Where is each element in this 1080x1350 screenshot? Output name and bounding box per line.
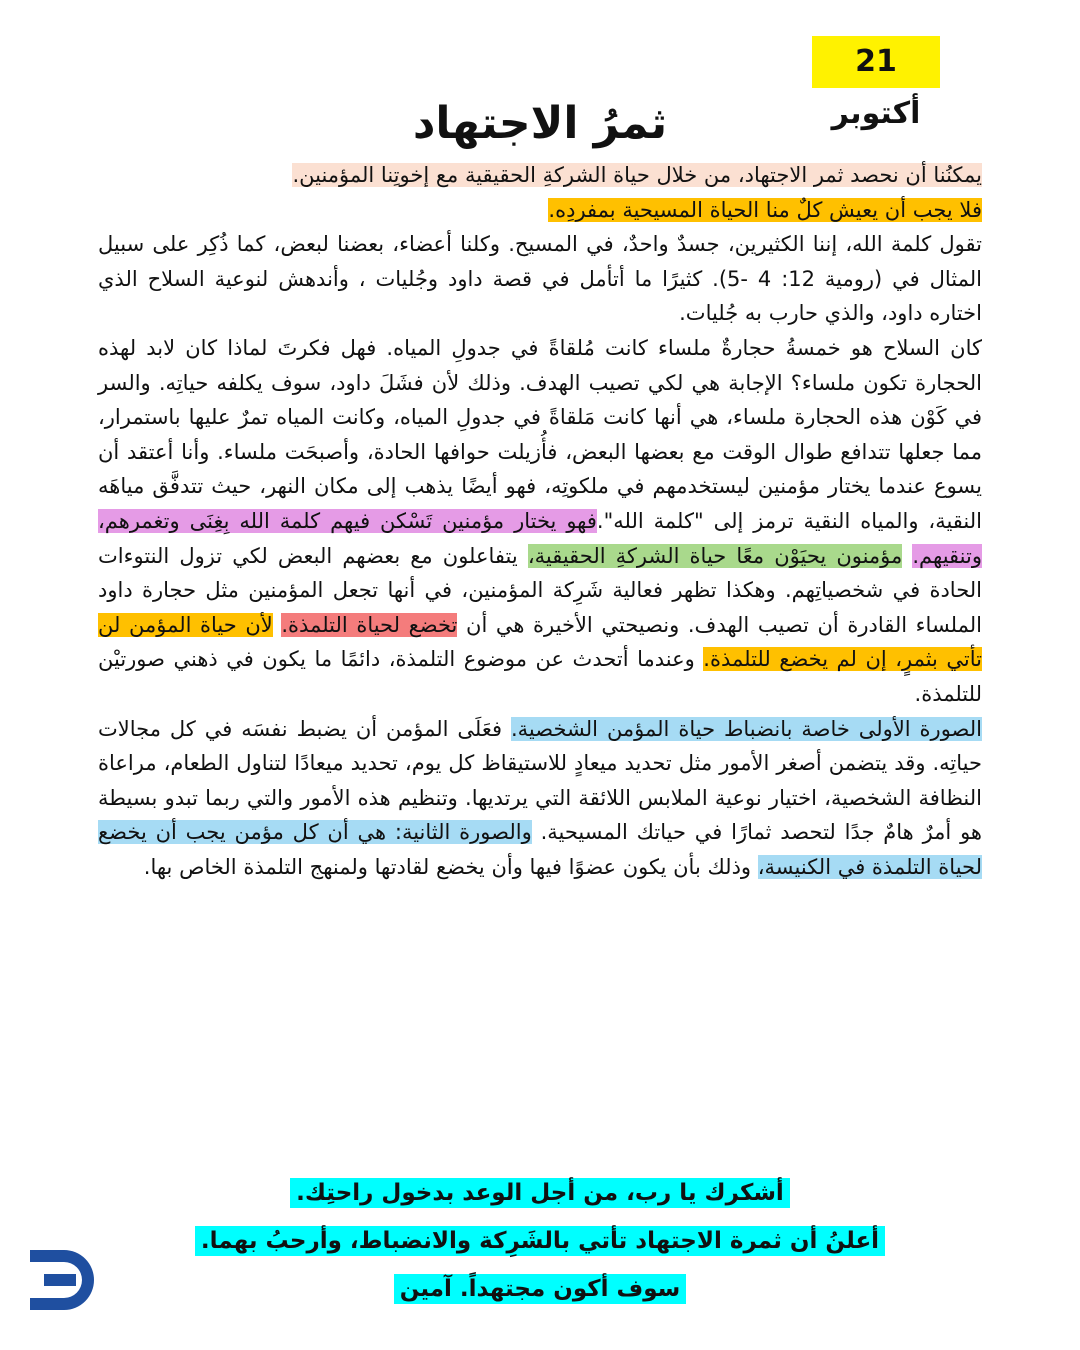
text-run: وذلك بأن يكون عضوًا فيها وأن يخضع لقادتها ولمنهج التلمذة الخاص بها. <box>143 854 752 879</box>
paragraph-david-stones <box>98 331 982 712</box>
text-run: كان السلاح هو خمسةُ حجارةٌ ملساء كانت مُلقاةً في جدولِ المياه. فهل فكرتَ لماذا كان لابد لهذه الحجارة تكون ملساء؟ الإجابة هي لكي تصيب الهدف. وذلك لأن فشَلَ داود، سوف يكلفه حياتِه. والسر في كَوْن هذه الحجارة ملساء، هي أنها كانت مَلقاةً في جدولِ المياه، وكانت المياه تمرٌ عليها باستمرار، مما جعلها تتدافع طوال الوقت مع بعضها البعض، فأُزيلت حوافها الحادة، وأصبحَت ملساء. وأنا أعتقد أن يسوع عندما يختار مؤمنين ليستخدمهم في ملكوتِه، فهو أيضًا يذهب إلى مكان النهر، حيث تتدفَّق مياهَه النقية، والمياه النقية ترمز إلى "كلمة الله". <box>98 335 982 533</box>
paragraph-intro <box>98 158 982 193</box>
highlight-orange: فلا يجب أن يعيش كلٌ منا الحياة المسيحية بمفردِه. <box>548 197 982 222</box>
prayer-line-3 <box>0 1276 1080 1302</box>
paragraph-discipleship <box>98 712 982 885</box>
text-run: يتفاعلون مع بعضهم البعض لكي تزول النتوءات الحادة في شخصياتِهم. وهكذا تظهر فعالية شَرِكة المؤمنين، في أنها تجعل المؤمنين مثل حجارة داود الملساء القادرة أن تصيب الهدف. ونصيحتي الأخيرة هي أن <box>98 543 982 637</box>
highlight-green: مؤمنون يحيَوْن معًا حياة الشركةِ الحقيقية، <box>527 543 903 568</box>
paragraph-body-of-christ: تقول كلمة الله، إننا الكثيرين، جسدٌ واحدٌ، في المسيح. وكلنا أعضاء، بعضنا لبعض، كما ذُكِر على سبيل المثال في (رومية 12: 4 -5). كثيرًا ما أتأمل في قصة داود وجُليات ، وأندهش لنوعية السلاح الذي اختاره داود، والذي حارب به جُليات. <box>98 232 982 326</box>
prayer-highlight: سوف أكون مجتهداً. آمين <box>394 1274 687 1304</box>
prayer-highlight: أشكرك يا رب، من أجل الوعد بدخول راحتِك. <box>290 1178 790 1208</box>
prayer-highlight: أعلنُ أن ثمرة الاجتهاد تأتي بالشَرِكة والانضباط، وأرحبُ بهما. <box>195 1226 885 1256</box>
prayer-line-1 <box>0 1180 1080 1206</box>
page-title: ثمرُ الاجتهاد <box>412 98 668 149</box>
prayer-line-2 <box>0 1228 1080 1254</box>
brand-d-logo-icon <box>30 1238 114 1322</box>
highlight-peach: يمكنُنا أن نحصد ثمر الاجتهاد، من خلال حياة الشركةِ الحقيقية مع إخوتِنا المؤمنين. <box>292 163 982 187</box>
text-run: فعَلَى المؤمن أن يضبط نفسَه في كل مجالات حياتِه. وقد يتضمن أصغر الأمور مثل تحديد ميعادٍ للاستيقاظ كل يوم، تحديد ميعادًا لتناول الطعام، مراعاة النظافة الشخصية، اختيار نوعية الملابس اللائقة التي يرتديها. وتنظيم هذه الأمور والتي ربما تبدو بسيطة هو أمرٌ هامٌ جدًا لتحصد ثمارًا في حياتك المسيحية. <box>98 716 982 845</box>
paragraph-individual <box>98 193 982 228</box>
date-badge: 21 أكتوبر <box>812 36 940 88</box>
devotional-body <box>98 158 982 884</box>
highlight-red: تخضع لحياة التلمذة. <box>281 612 458 637</box>
highlight-blue: الصورة الأولى خاصة بانضباط حياة المؤمن الشخصية. <box>511 716 982 741</box>
highlight-orange: لأن حياة المؤمن لن تأتي بثمرٍ، إن لم يخضع للتلمذة. <box>98 612 982 672</box>
text-run: وعندما أتحدث عن موضوع التلمذة، دائمًا ما يكون في ذهني صورتيْن للتلمذة. <box>98 647 982 706</box>
highlight-pink: فهو يختار مؤمنين تَسْكن فيهم كلمة الله بِغِنَى وتغمرهم، وتنقيهم. <box>98 508 982 568</box>
highlight-blue: والصورة الثانية: هي أن كل مؤمن يجب أن يخضع لحياة التلمذة في الكنيسة، <box>98 820 982 879</box>
